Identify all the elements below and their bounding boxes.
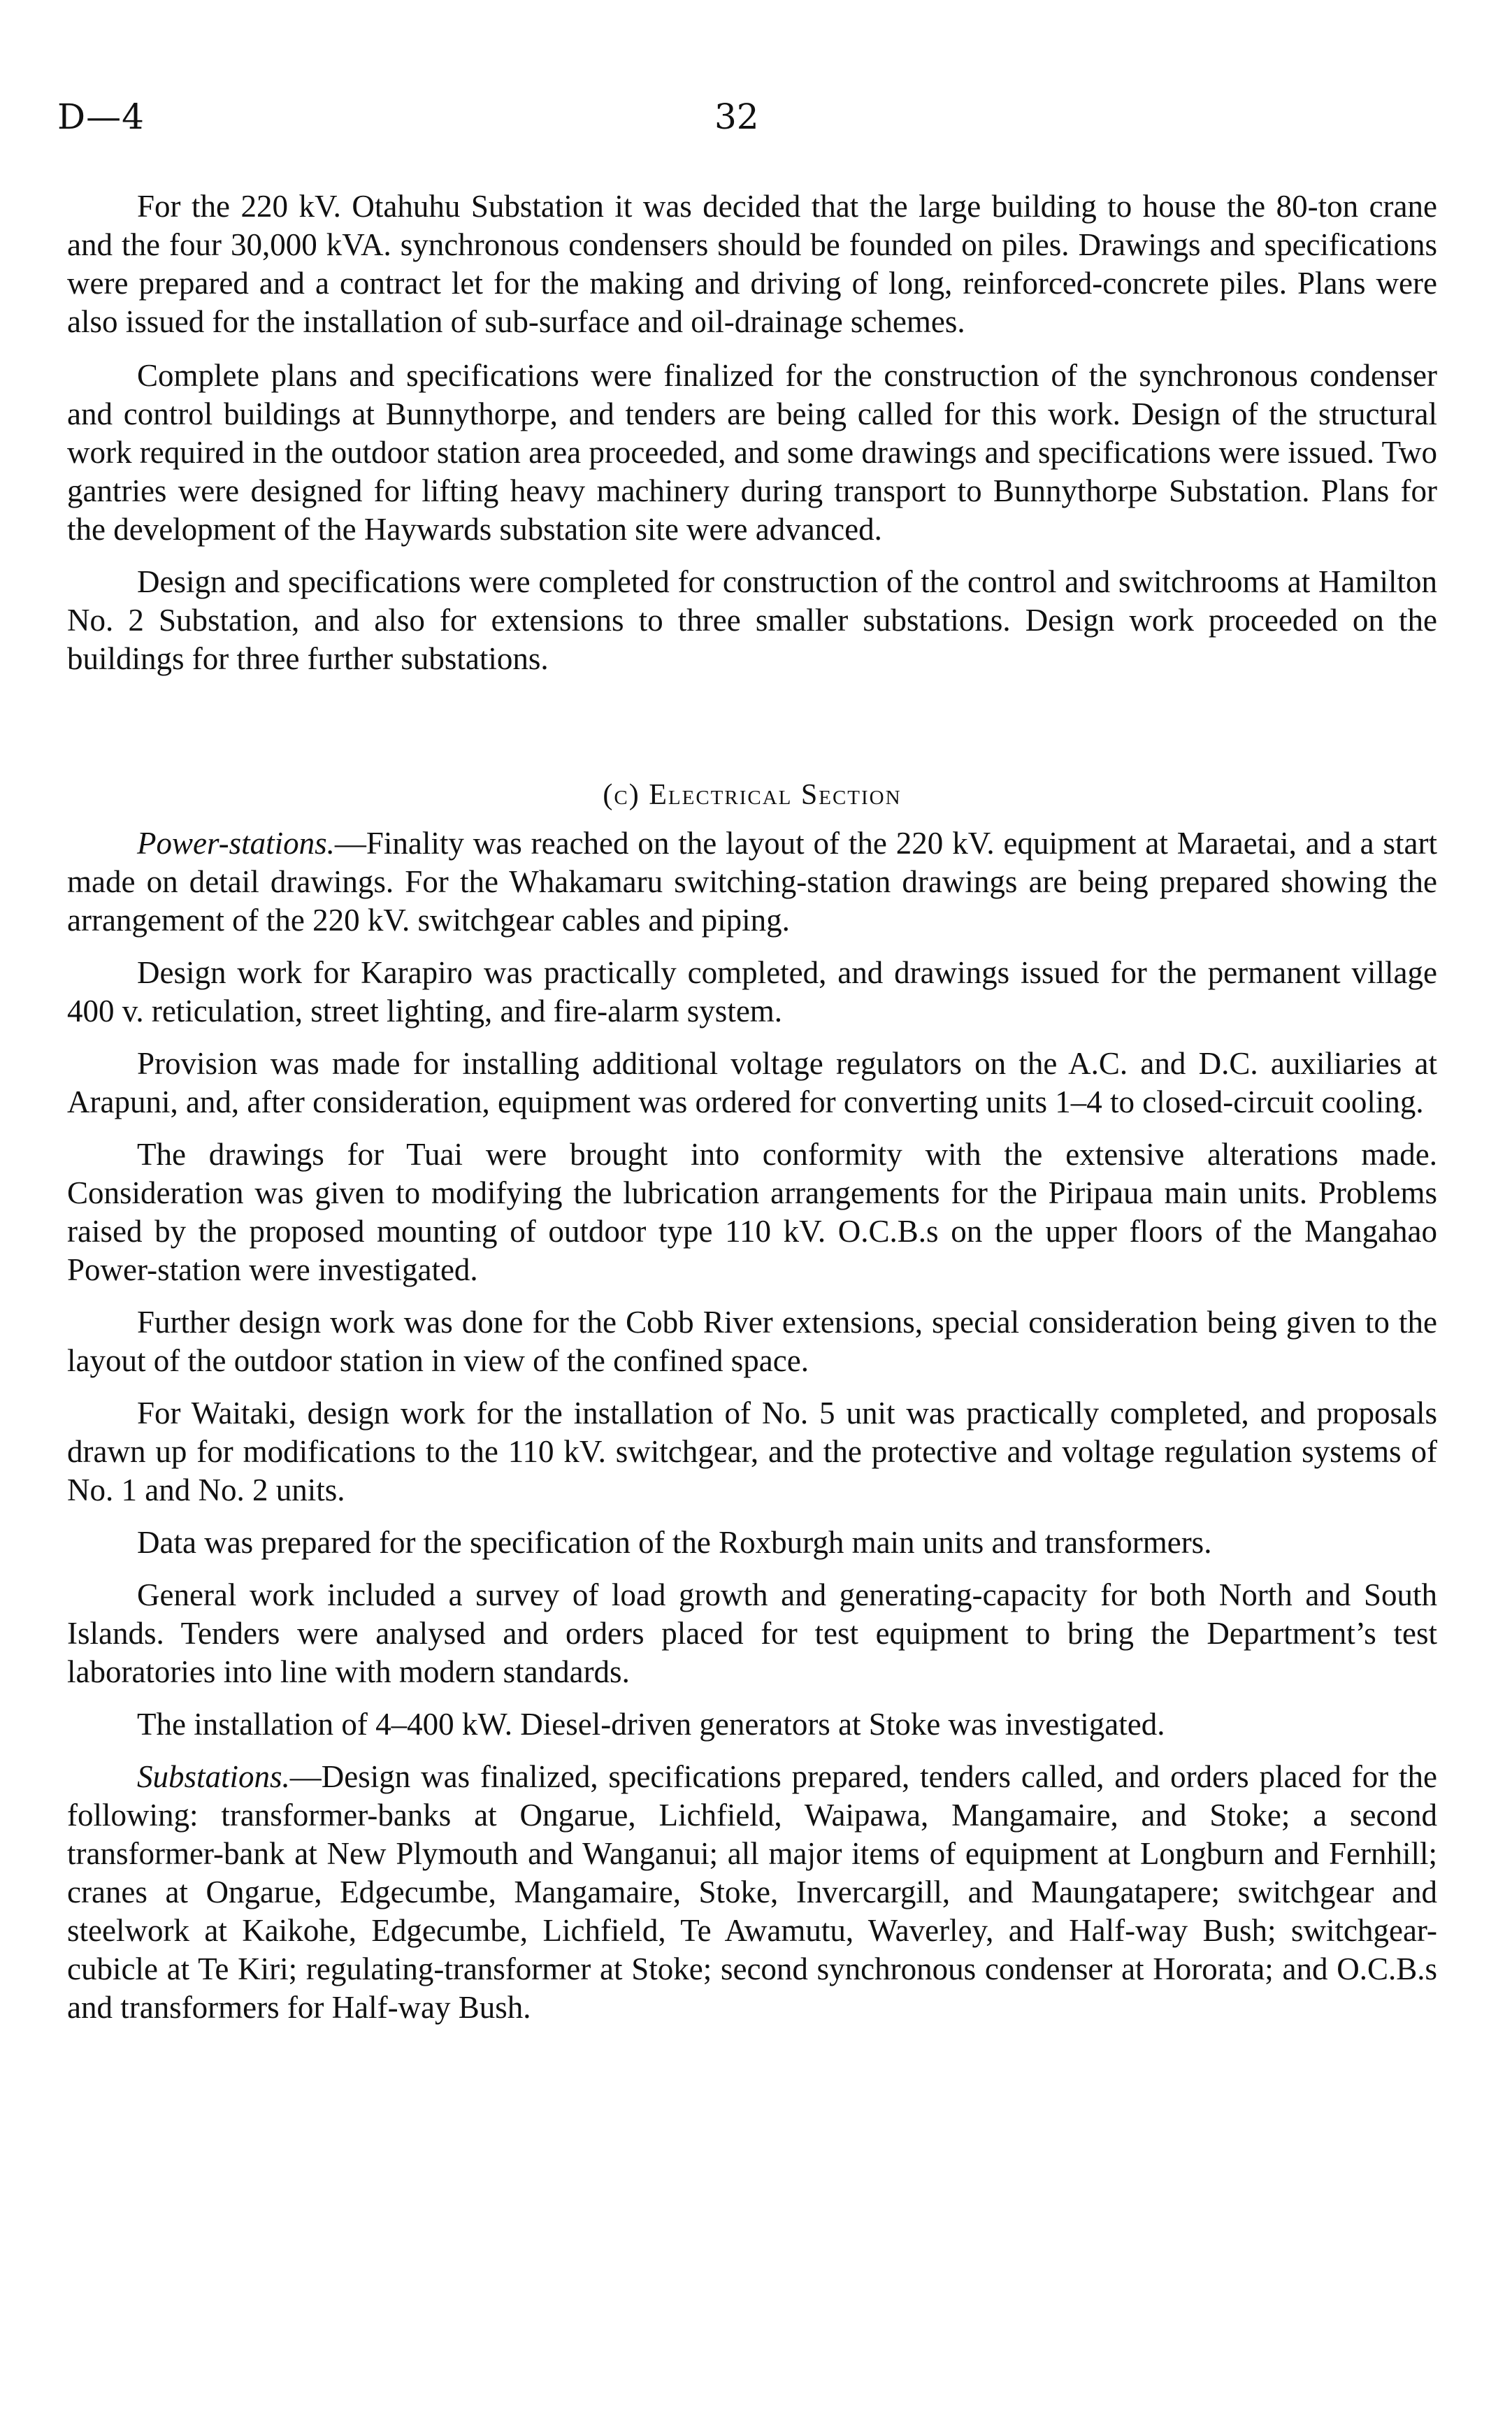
- paragraph-cobb-river: Further design work was done for the Cobb River extensions, special consideration being given to the layout of the outdoor station in view of the confined space.: [67, 1305, 1437, 1378]
- paragraph-general-work: General work included a survey of load growth and generating-capacity for both North and South Islands. Tenders were analysed and orders placed for test equipment to bring the Department’s test laboratories into line with modern standards.: [67, 1577, 1437, 1689]
- paragraph-power-stations: [67, 824, 1437, 940]
- paragraph-text: —Finality was reached on the layout of the 220 kV. equipment at Maraetai, and a start made on detail drawings. For the Whakamaru switching-station drawings are being prepared showing the arrangement of the 220 kV. switchgear cables and piping.: [67, 826, 1437, 938]
- page-number: 32: [714, 96, 759, 137]
- paragraph-substations: [67, 1758, 1437, 2027]
- paragraph-text: —Design was finalized, specifications prepared, tenders called, and orders placed for the following: transformer-banks at Ongarue, Lichfield, Waipawa, Mangamaire, and Stoke; a second transformer-bank at New Plymouth and Wanganui; all major items of equipment at Longburn and Fernhill; cranes at Ongarue, Edgecumbe, Mangamaire, Stoke, Invercargill, and Maungatapere; switchgear and steelwork at Kaikohe, Edgecumbe, Lichfield, Te Awamutu, Waverley, and Half-way Bush; switchgear-cubicle at Te Kiri; regulating-transformer at Stoke; second synchronous condenser at Hororata; and O.C.B.s and transformers for Half-way Bush.: [67, 1759, 1437, 2025]
- paragraph-tuai: The drawings for Tuai were brought into conformity with the extensive alterations made. Consideration was given to modifying the lubrication arrangements for the Piripaua main units. Problems raised by the proposed mounting of outdoor type 110 kV. O.C.B.s on the upper floors of the Mangahao Power-station were investigated.: [67, 1137, 1437, 1287]
- section-gap: [67, 692, 1437, 776]
- paragraph-bunnythorpe: Complete plans and specifications were finalized for the construction of the synchronous condenser and control buildings at Bunnythorpe, and tenders are being called for this work. Design of the structural work required in the outdoor station area proceeded, and some drawings and specifications were issued. Two gantries were designed for lifting heavy machinery during transport to Bunnythorpe Substation. Plans for the development of the Haywards substation site were advanced.: [67, 358, 1437, 547]
- section-code: D—4: [57, 96, 145, 137]
- paragraph-stoke: The installation of 4–400 kW. Diesel-driven generators at Stoke was investigated.: [137, 1707, 1165, 1742]
- body-text: [67, 187, 1437, 2041]
- section-heading: (c) Electrical Section: [603, 779, 902, 811]
- paragraph-otahuhu: For the 220 kV. Otahuhu Substation it was decided that the large building to house the 80-ton crane and the four 30,000 kVA. synchronous condensers should be founded on piles. Drawings and specifications were prepared and a contract let for the making and driving of long, reinforced-concrete piles. Plans were also issued for the installation of sub-surface and oil-drainage schemes.: [67, 189, 1437, 339]
- page-header: [57, 96, 1448, 145]
- run-in-heading: Power-stations.: [137, 826, 335, 861]
- paragraph-waitaki: For Waitaki, design work for the installation of No. 5 unit was practically completed, and proposals drawn up for modifications to the 110 kV. switchgear, and the protective and voltage regulation systems of No. 1 and No. 2 units.: [67, 1396, 1437, 1507]
- paragraph-hamilton: Design and specifications were completed for construction of the control and switchrooms at Hamilton No. 2 Substation, and also for extensions to three smaller substations. Design work proceeded on the buildings for three further substations.: [67, 564, 1437, 676]
- paragraph-karapiro: Design work for Karapiro was practically completed, and drawings issued for the permanent village 400 v. reticulation, street lighting, and fire-alarm system.: [67, 955, 1437, 1029]
- paragraph-arapuni: Provision was made for installing additional voltage regulators on the A.C. and D.C. auxiliaries at Arapuni, and, after consideration, equipment was ordered for converting units 1–4 to closed-circuit cooling.: [67, 1046, 1437, 1119]
- run-in-heading: Substations.: [137, 1759, 290, 1794]
- paragraph-roxburgh: Data was prepared for the specification of the Roxburgh main units and transformers.: [137, 1525, 1212, 1560]
